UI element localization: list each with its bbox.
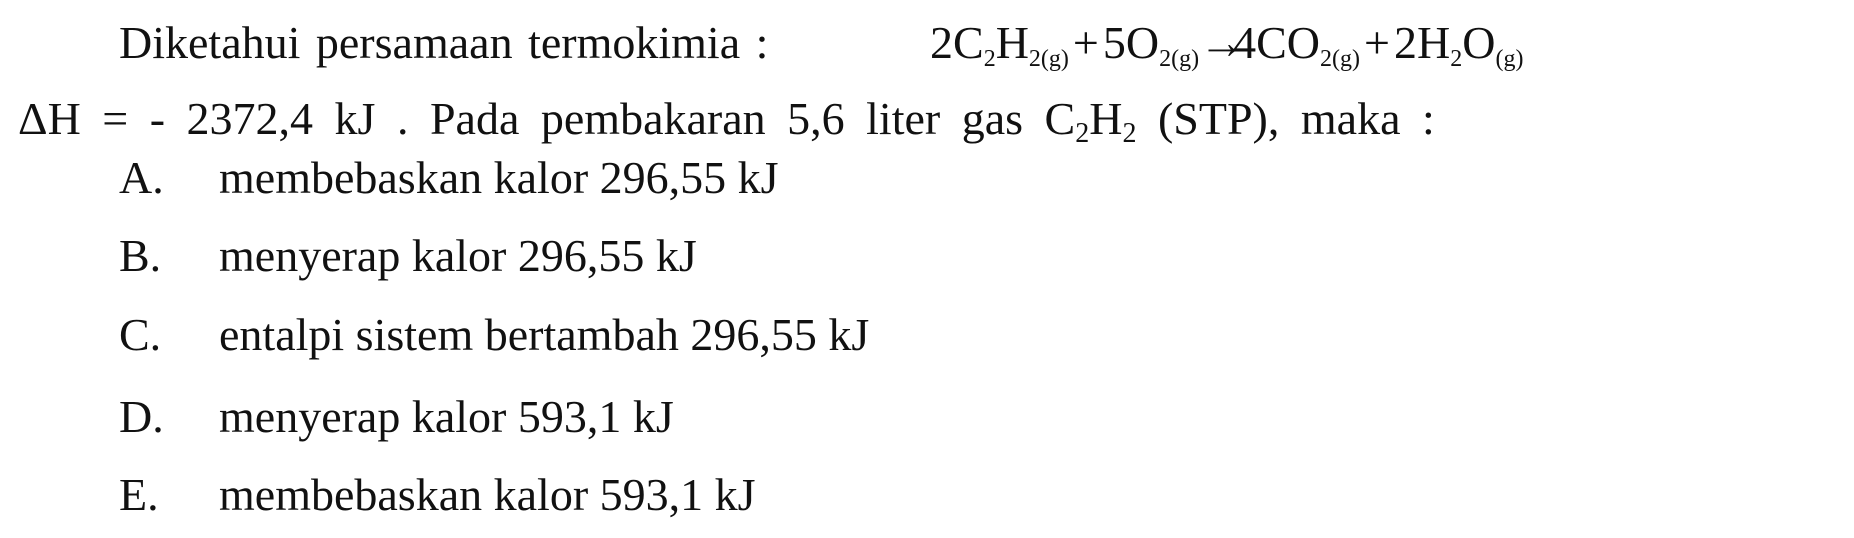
- product-2-sub-o: (g): [1495, 46, 1524, 72]
- reactant-2-sub: 2(g): [1159, 46, 1200, 72]
- product-2: [1394, 17, 1524, 72]
- product-1: [1233, 17, 1361, 72]
- reactant-1-coef: 2C: [930, 17, 984, 68]
- option-e[interactable]: [119, 469, 756, 520]
- enthalpy-tail: (STP), maka :: [1136, 93, 1435, 144]
- plus-sign-2: +: [1364, 17, 1390, 68]
- product-2-sub-h: 2: [1450, 46, 1463, 72]
- reactant-2: [1102, 17, 1200, 72]
- option-e-letter: E.: [119, 469, 159, 520]
- product-2-o: O: [1462, 17, 1496, 68]
- option-c[interactable]: [119, 309, 870, 360]
- option-d-text: menyerap kalor 593,1 kJ: [219, 391, 674, 442]
- product-2-coef: 2H: [1394, 17, 1451, 68]
- reactant-1-sub-h: 2(g): [1028, 46, 1069, 72]
- reaction-arrow: →: [1199, 17, 1246, 68]
- acetylene-sub-h: 2: [1122, 118, 1137, 149]
- option-a[interactable]: [119, 152, 779, 203]
- product-1-sub: 2(g): [1320, 46, 1361, 72]
- thermochemical-equation: [930, 17, 1524, 72]
- option-e-text: membebaskan kalor 593,1 kJ: [219, 469, 756, 520]
- option-d[interactable]: [119, 391, 674, 442]
- reactant-2-coef: 5O: [1102, 17, 1160, 68]
- product-1-coef: 4CO: [1233, 17, 1321, 68]
- acetylene-h: H: [1089, 93, 1123, 144]
- enthalpy-line: [18, 93, 1435, 149]
- option-a-text: membebaskan kalor 296,55 kJ: [219, 152, 779, 203]
- option-c-text: entalpi sistem bertambah 296,55 kJ: [219, 309, 870, 360]
- option-a-letter: A.: [119, 152, 164, 203]
- option-c-letter: C.: [119, 309, 162, 360]
- plus-sign-1: +: [1072, 17, 1099, 68]
- reactant-1-h: H: [995, 17, 1029, 68]
- question-intro: Diketahui persamaan termokimia :: [119, 17, 769, 68]
- reactant-1-sub-c: 2: [983, 46, 996, 72]
- enthalpy-text: ΔH = - 2372,4 kJ . Pada pembakaran 5,6 liter gas C: [18, 93, 1076, 144]
- acetylene-sub-c: 2: [1075, 118, 1090, 149]
- option-d-letter: D.: [119, 391, 164, 442]
- reactant-1: [930, 17, 1069, 72]
- option-b[interactable]: [119, 230, 697, 281]
- option-b-text: menyerap kalor 296,55 kJ: [219, 230, 697, 281]
- option-b-letter: B.: [119, 230, 162, 281]
